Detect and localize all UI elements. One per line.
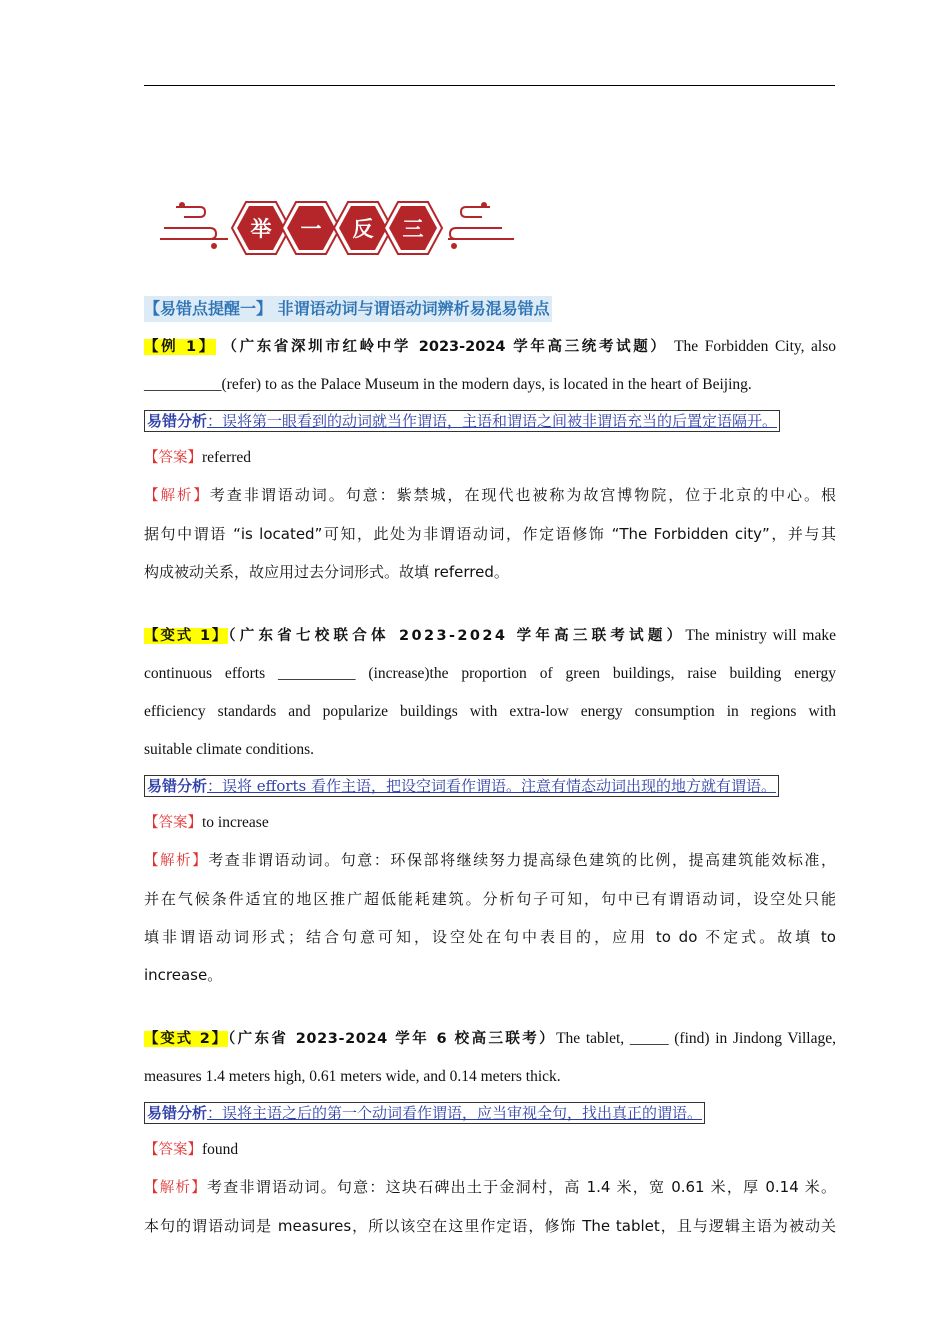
variant-1: [144, 617, 836, 994]
explanation-text: 考查非谓语动词。句意：环保部将继续努力提高绿色建筑的比例，提高建筑能效标准，: [208, 851, 836, 869]
dot-decoration: [481, 202, 487, 208]
question-source: （广东省七校联合体 2023-2024 学年高三联考试题）: [228, 628, 686, 644]
banner-char: 三: [402, 217, 424, 241]
answer-line: [144, 1132, 836, 1168]
banner-hex-4: [384, 202, 442, 254]
explanation-tag: 【解析】: [144, 853, 209, 869]
banner-char: 举: [250, 217, 272, 241]
explanation-text: 考查非谓语动词。句意：紫禁城，在现代也被称为故宫博物院，位于北京的中心。根: [209, 486, 836, 504]
error-analysis-box: [144, 1102, 705, 1124]
explanation-line: 据句中谓语 “is located”可知，此处为非谓语动词，作定语修饰 “The Forbidden city”，并与其: [144, 525, 836, 543]
explanation-line: 本句的谓语动词是 measures，所以该空在这里作定语，修饰 The tablet，且与逻辑主语为被动关: [144, 1217, 836, 1235]
explanation-line: 填非谓语动词形式；结合句意可知，设空处在句中表目的，应用 to do 不定式。故填 to: [144, 928, 836, 946]
question-line: suitable climate conditions.: [144, 741, 315, 758]
question-source: （广东省 2023-2024 学年 6 校高三联考）: [227, 1031, 557, 1047]
answer-value: to increase: [202, 814, 269, 831]
error-analysis-box: [144, 410, 780, 432]
explanation-tag: 【解析】: [144, 1180, 207, 1196]
variant-2: [144, 1020, 836, 1245]
question-text: The ministry will make: [685, 627, 836, 644]
main-content: [144, 296, 836, 1245]
header-rule: [144, 85, 835, 86]
answer-tag: 【答案】: [144, 815, 202, 831]
example-1: [144, 328, 836, 591]
example-tag: 【例 1】: [144, 339, 216, 355]
section-heading: 【易错点提醒一】 非谓语动词与谓语动词辨析易混易错点: [144, 296, 552, 322]
answer-line: [144, 805, 836, 841]
question-text: The tablet, _____ (find) in Jindong Village,: [556, 1030, 836, 1047]
error-analysis-box: [144, 775, 779, 797]
dot-decoration: [451, 243, 457, 249]
question-line: efficiency standards and popularize buildings with extra-low energy consumption in regions with: [144, 703, 836, 720]
analysis-label: 易错分析: [147, 777, 208, 795]
question-line: [144, 1020, 836, 1058]
variant-tag: 【变式 2】: [144, 1031, 228, 1047]
explanation-line: increase。: [144, 966, 223, 984]
banner-char: 一: [300, 217, 322, 241]
dot-decoration: [211, 243, 217, 249]
answer-tag: 【答案】: [144, 1142, 202, 1158]
dot-decoration: [179, 202, 185, 208]
variant-tag: 【变式 1】: [144, 628, 229, 644]
question-text: The Forbidden City, also: [674, 338, 837, 355]
banner-hex-2: [282, 202, 340, 254]
explanation-text: 考查非谓语动词。句意：这块石碑出土于金洞村，高 1.4 米，宽 0.61 米，厚 0.14 米。: [206, 1178, 837, 1196]
question-line: continuous efforts __________ (increase)the proportion of green buildings, raise building energy: [144, 665, 836, 682]
answer-value: found: [202, 1141, 239, 1158]
answer-line: [144, 440, 836, 476]
explanation-line: [144, 476, 836, 515]
question-source: （广东省深圳市红岭中学 2023-2024 学年高三统考试题）: [222, 339, 668, 355]
analysis-label: 易错分析: [147, 412, 208, 430]
left-ornament: [160, 207, 228, 239]
question-line: __________(refer) to as the Palace Museum in the modern days, is located in the heart of Beijing.: [144, 376, 752, 393]
right-ornament: [448, 207, 514, 239]
answer-tag: 【答案】: [144, 450, 202, 466]
question-line: [144, 328, 836, 366]
explanation-line: 构成被动关系，故应用过去分词形式。故填 referred。: [144, 563, 509, 581]
question-line: [144, 617, 836, 655]
explanation-tag: 【解析】: [144, 488, 210, 504]
question-line: measures 1.4 meters high, 0.61 meters wide, and 0.14 meters thick.: [144, 1068, 561, 1085]
analysis-text: ：误将 efforts 看作主语，把设空词看作谓语。注意有情态动词出现的地方就有谓语。: [207, 777, 777, 795]
explanation-line: 并在气候条件适宜的地区推广超低能耗建筑。分析句子可知，句中已有谓语动词，设空处只能: [144, 890, 836, 908]
analysis-text: ：误将第一眼看到的动词就当作谓语，主语和谓语之间被非谓语充当的后置定语隔开。: [207, 412, 778, 430]
banner-char: 反: [352, 217, 374, 241]
explanation-line: [144, 1168, 836, 1207]
explanation-line: [144, 841, 836, 880]
analysis-text: ：误将主语之后的第一个动词看作谓语，应当审视全句，找出真正的谓语。: [207, 1104, 703, 1122]
banner-logo: [158, 196, 518, 260]
answer-value: referred: [202, 449, 252, 466]
analysis-label: 易错分析: [147, 1104, 208, 1122]
